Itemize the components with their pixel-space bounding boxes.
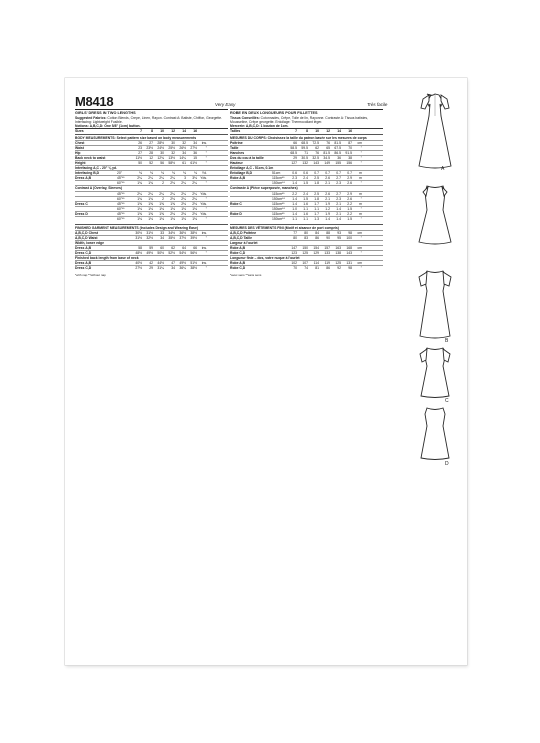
- sketch-view-a: [419, 94, 451, 168]
- table-row: Robe C,D 123 125 129 133 138 143 ": [230, 250, 383, 255]
- table-row: Hauteur 127 132 143 149 155 156 ": [230, 160, 383, 165]
- table-row: Finished back length from base of neck: [75, 255, 228, 260]
- body-rows-fr: [230, 140, 383, 165]
- table-row: Robe D 115cm** 1.4 1.6 1.7 1.9 2.1 2.2 m: [230, 211, 383, 216]
- interfacing-bd-en: [75, 170, 228, 175]
- view-label-c: C: [445, 398, 449, 404]
- title-en: GIRLS' DRESS IN TWO LENGTHS: [75, 111, 136, 115]
- table-row: 150cm** 1.0 1.1 1.1 1.2 1.4 1.5 ": [230, 206, 383, 211]
- table-row: Hip 27 28 30 32 34 36 ": [75, 150, 228, 155]
- body-measurements-heading-fr: MESURES DU CORPS: Choisissez la taille du patron basée sur les mesures de corps: [230, 134, 383, 140]
- body-rows-en: [75, 140, 228, 165]
- table-row: 60"** 1⅛ 1⅛ 1⅛ 1⅛ 1⅛ 1⅛ ": [75, 206, 228, 211]
- interfacing-ac-en: Interfacing A,C - 20" ⅛ yd.: [75, 165, 228, 170]
- fabrics-fr: Tissus Conseillés: Cotonnades, Crêpe, Toile de lin, Rayonne. Contraste A: Tissus batistes, Mousseline, Crêpe georgette. Entoilage: Thermocollant léger.: [230, 116, 369, 125]
- sizes-row-en: Sizes 7 8 10 12 14 16: [75, 128, 228, 133]
- table-row: Dress C,D 27½ 29 31¼ 34 36¼ 38½ ": [75, 265, 228, 270]
- table-row: 45"** 2¼ 2¼ 2¼ 2¼ 2¼ 2¼ Yds.: [75, 191, 228, 196]
- table-row: 150cm** 1.4 1.5 1.8 2.1 2.3 2.6 ": [230, 180, 383, 185]
- table-row: Chest 26 27 28½ 30 32 34 ins.: [75, 140, 228, 145]
- table-row: Dress D 45"** 1⅝ 1⅝ 1⅝ 2⅛ 2⅛ 2⅛ Yds.: [75, 211, 228, 216]
- fabrics-en: Suggested Fabrics: Cotton Blends, Crepe, Linen, Rayon. Contrast A: Batiste, Chiffon, Georgette. Interfacing: Lightweight Fusible.: [75, 116, 223, 125]
- table-row: Robe A,B 115cm** 2.3 2.4 2.5 2.6 2.7 2.9 m: [230, 175, 383, 180]
- table-row: Robe C,D 70 74 81 86 92 98 ": [230, 265, 383, 270]
- table-row: Contrast A (Overlay, Sleeves): [75, 185, 228, 190]
- table-row: Dress C,D 48½ 49½ 50½ 52½ 54½ 56½ ": [75, 250, 228, 255]
- table-row: Dos du cou à la taille 29 30.5 32.5 34.5 36 38 ": [230, 155, 383, 160]
- table-row: A,B,C,D Poitrine 77 80 84 88 93 98 cm: [230, 230, 383, 235]
- sketch-view-d: [421, 408, 449, 460]
- table-row: Robe C 115cm** 1.4 1.6 1.7 1.9 2.1 2.2 m: [230, 201, 383, 206]
- notions-en: Notions: A,B,C,D: One 5/8" (1cm) button.: [75, 124, 141, 129]
- table-row: Hanches 68.5 71 76 81.5 86.5 91.5 ": [230, 150, 383, 155]
- view-label-b: B: [445, 338, 449, 344]
- view-label-a: A: [441, 166, 445, 172]
- footnote-en: *with nap **without nap: [75, 273, 106, 278]
- table-row: Width, lower edge: [75, 240, 228, 245]
- finished-measurements-heading-fr: MESURES DES VÊTEMENTS FINI (Motif et aisance de port compris): [230, 224, 383, 230]
- table-row: Entoilage B,D 51cm 0.6 0.6 0.7 0.7 0.7 0.7 m: [230, 170, 383, 175]
- table-row: Back neck to waist 11½ 12 12¾ 13½ 14¼ 15 ": [75, 155, 228, 160]
- sketch-view-b: [419, 271, 451, 338]
- table-row: Dress C 45"** 1⅝ 1⅝ 1⅝ 1⅝ 2⅛ 2⅛ Yds.: [75, 201, 228, 206]
- table-row: Poitrine 66 68.5 72.5 76 81.5 87 cm: [230, 140, 383, 145]
- finished-rows-fr: [230, 230, 383, 270]
- difficulty-en: Very Easy: [215, 102, 236, 107]
- table-row: Dress A,B 45"** 2¼ 2¼ 2¼ 2¼ 3 3⅛ Yds.: [75, 175, 228, 180]
- table-row: A,B,C,D Taille 80 83 86 90 95 100 ": [230, 235, 383, 240]
- table-row: Interfacing B,D 20" ⅛ ⅛ ⅛ ⅛ ⅛ ⅛ Yd.: [75, 170, 228, 175]
- yardage-rows-en: [75, 175, 228, 220]
- sketch-view-c: [420, 348, 450, 398]
- interfacing-bd-fr: [230, 170, 383, 175]
- table-row: 60"** 1¾ 1¾ 2 2⅛ 2¼ 2¼ ": [75, 180, 228, 185]
- interfacing-ac-fr: Entoilage A,C - 51cm, 0.1m: [230, 165, 383, 170]
- table-row: 150cm** 1.4 1.5 1.8 2.1 2.3 2.6 ": [230, 196, 383, 201]
- notions-fr: Mercerie: A,B,C,D: 1 bouton de 1cm.: [230, 124, 289, 129]
- table-row: Longueur finie – dos, votre nuque à l'ourlet: [230, 255, 383, 260]
- table-row: Dress A,B 40½ 42 44½ 47 49½ 51½ ins.: [75, 260, 228, 265]
- french-column: [230, 111, 383, 277]
- table-row: Contraste A (Pièce superposée, manches): [230, 185, 383, 190]
- header-rule-en: [75, 109, 228, 110]
- table-row: Robe A,B 147 150 154 157 163 168 cm: [230, 245, 383, 250]
- footnote-fr: *avec sens **sans sens: [230, 273, 262, 278]
- body-measurements-heading-en: BODY MEASUREMENTS: Select pattern size based on body measurements: [75, 134, 228, 140]
- table-row: Largeur à l'ourlet: [230, 240, 383, 245]
- title-fr: ROBE EN DEUX LONGUEURS POUR FILLETTES: [230, 111, 318, 115]
- pattern-envelope-back: [65, 78, 467, 665]
- table-row: 60"** 1⅛ 1⅛ 1⅛ 1⅛ 1⅛ 1⅛ ": [75, 216, 228, 221]
- table-row: Dress A,B 58 59 60 62 64 66 ins.: [75, 245, 228, 250]
- table-row: 150cm** 1.1 1.1 1.3 1.4 1.4 1.5 ": [230, 216, 383, 221]
- table-row: A,B,C,D Chest 30½ 31½ 33 34½ 36½ 38½ ins.: [75, 230, 228, 235]
- difficulty-fr: Très facile: [367, 102, 388, 107]
- finished-measurements-heading-en: FINISHED GARMENT MEASUREMENTS (Includes Design and Wearing Ease): [75, 224, 228, 230]
- table-row: Waist 23 23½ 24½ 25½ 26½ 27½ ": [75, 145, 228, 150]
- view-label-d: D: [445, 461, 449, 467]
- table-row: Taille 58.5 59.5 62 65 67.5 70 ": [230, 145, 383, 150]
- table-row: Height 50 52 56 58½ 61 61½ ": [75, 160, 228, 165]
- yardage-rows-fr: [230, 175, 383, 220]
- sketch-view-a-back: [419, 186, 451, 244]
- garment-sketches-svg: [405, 86, 465, 466]
- finished-rows-en: [75, 230, 228, 270]
- table-row: A,B,C,D Waist 31½ 32½ 34 35½ 37½ 39½ ": [75, 235, 228, 240]
- table-row: Robe A,B 102 107 114 119 125 131 cm: [230, 260, 383, 265]
- sizes-row-fr: Tailles 7 8 10 12 14 16: [230, 128, 383, 133]
- english-column: [75, 111, 228, 277]
- table-row: 115cm** 2.2 2.4 2.5 2.6 2.7 2.9 m: [230, 191, 383, 196]
- table-row: 60"** 1¾ 1¾ 2 2⅛ 2¼ 2¼ ": [75, 196, 228, 201]
- pattern-code: M8418: [75, 94, 114, 109]
- header-rule-fr: [230, 109, 383, 110]
